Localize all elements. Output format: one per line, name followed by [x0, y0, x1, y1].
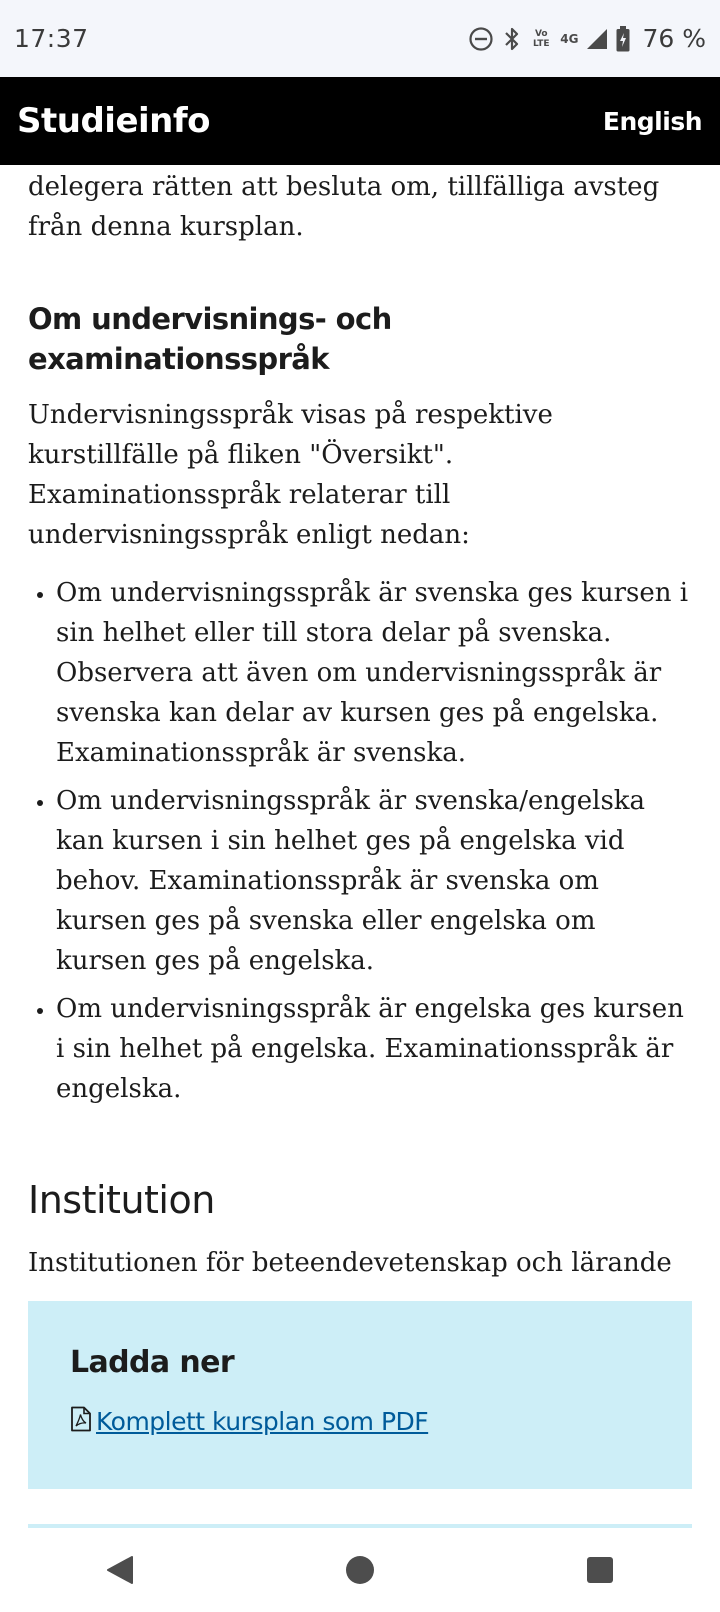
- download-heading: Ladda ner: [70, 1345, 235, 1380]
- language-toggle-link[interactable]: English: [602, 106, 702, 136]
- status-icons: [468, 24, 706, 53]
- recents-icon[interactable]: [570, 1540, 630, 1600]
- list-item: • Om undervisningsspråk är svenska/engelska kan kursen i sin helhet ges på engelska vid behov. Examinationsspråk är svenska om kursen ges på svenska eller engelska om kursen ges på engelska.: [56, 781, 692, 981]
- main-content: [28, 165, 692, 1283]
- app-header: [0, 77, 720, 165]
- status-bar: [0, 0, 720, 77]
- download-panel: [28, 1301, 692, 1489]
- volte-icon: Vo LTE: [533, 28, 550, 49]
- status-time: 17:37: [14, 24, 89, 53]
- battery-percent: 76 %: [642, 24, 706, 53]
- site-logo[interactable]: Studieinfo: [17, 101, 211, 141]
- home-icon[interactable]: [330, 1540, 390, 1600]
- pdf-download-row[interactable]: [70, 1406, 650, 1436]
- do-not-disturb-icon: [468, 26, 494, 52]
- pdf-download-link[interactable]: Komplett kursplan som PDF: [96, 1406, 429, 1436]
- institution-name: Institutionen för beteendevetenskap och lärande: [28, 1248, 672, 1278]
- language-section-intro: Undervisningsspråk visas på respektive kurstillfälle på fliken "Översikt". Examinationsspråk relaterar till undervisningsspråk enligt nedan:: [28, 400, 553, 550]
- bluetooth-icon: [502, 26, 522, 52]
- lead-paragraph: delegera rätten att besluta om, tillfälliga avsteg från denna kursplan.: [28, 172, 660, 242]
- language-section-heading: Om undervisnings- och examinationsspråk: [28, 302, 392, 376]
- back-icon[interactable]: [90, 1540, 150, 1600]
- language-rules-list: [28, 573, 692, 1109]
- signal-icon: [586, 27, 608, 51]
- list-item: • Om undervisningsspråk är engelska ges kursen i sin helhet på engelska. Examinationsspråk är engelska.: [56, 989, 692, 1109]
- battery-charging-icon: [616, 26, 630, 52]
- pdf-icon: [70, 1406, 92, 1436]
- list-item: • Om undervisningsspråk är svenska ges kursen i sin helhet eller till stora delar på svenska. Observera att även om undervisningsspråk är svenska kan delar av kursen ges på engelska. Examinationsspråk är svenska.: [56, 573, 692, 773]
- institution-heading: Institution: [28, 1178, 215, 1222]
- 4g-icon: 4G: [560, 31, 579, 46]
- system-nav-bar: [0, 1528, 720, 1612]
